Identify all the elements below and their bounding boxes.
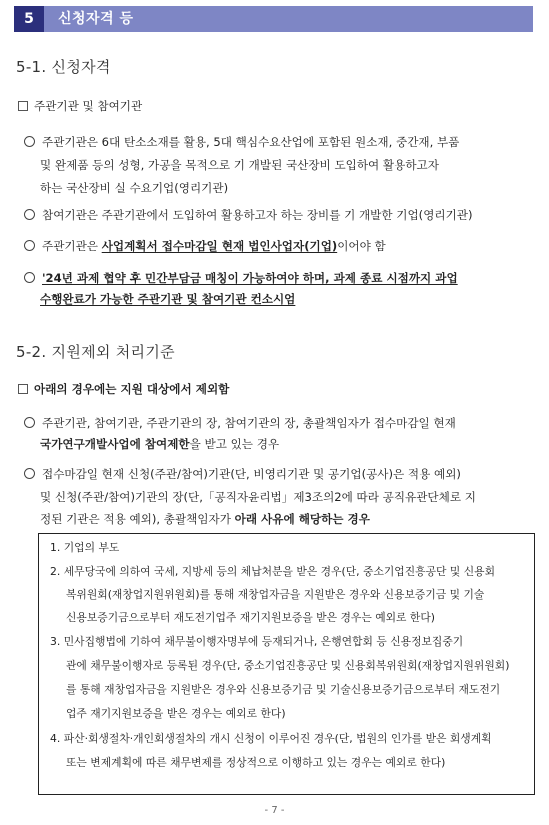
paragraph-lead-org-line2: 및 완제품 등의 성형, 가공을 목적으로 기 개발된 국산장비 도입하여 활용하고자 [40,158,439,172]
paragraph-lead-org-corporate [24,234,386,258]
square-bullet-icon [18,384,28,394]
item-heading-participants [18,94,142,118]
text: 을 받고 있는 경우 [189,437,280,451]
emphasized-text: 국가연구개발사업에 참여제한 [40,437,190,451]
section-title: 신청자격 등 [58,11,134,27]
item-heading-text: 주관기관 및 참여기관 [34,99,143,113]
reason-3-line3: 를 통해 재창업자금을 지원받은 경우와 신용보증기금 및 기술신용보증기금으로부터 재도전기 [66,683,501,696]
square-bullet-icon [18,101,28,111]
text: 이어야 함 [337,239,386,253]
reason-1: 1. 기업의 부도 [50,541,120,554]
subsection-heading-5-2: 5-2. 지원제외 처리기준 [16,343,175,361]
circle-bullet-icon [24,272,35,283]
paragraph-exclusion-restriction-line2 [40,432,279,456]
emphasized-text: 사업계획서 접수마감일 현재 법인사업자(기업) [101,239,338,253]
text: 정된 기관은 적용 예외), 총괄책임자가 [40,512,235,526]
text: 주관기관, 참여기관, 주관기관의 장, 참여기관의 장, 총괄책임자가 접수마감일 현재 [42,416,456,430]
paragraph-exclusion-reasons-line2: 및 신청(주관/참여)기관의 장(단,「공직자윤리법」제3조의2에 따라 공직유관단체로 지 [40,490,476,504]
section-number: 5 [14,6,44,32]
paragraph-consortium-line2: 수행완료가 가능한 주관기관 및 참여기관 컨소시엄 [40,292,296,306]
text: 주관기관은 6대 탄소소재를 활용, 5대 핵심수요산업에 포함된 원소재, 중간재, 부품 [42,135,460,149]
reason-4-line2: 또는 변제계획에 따른 채무변제를 정상적으로 이행하고 있는 경우는 예외로 한다) [66,756,446,769]
paragraph-exclusion-reasons-line3 [40,507,370,531]
text: 접수마감일 현재 신청(주관/참여)기관(단, 비영리기관 및 공기업(공사)은 적용 예외) [42,467,461,481]
paragraph-lead-org-line1 [24,130,459,154]
text: '24년 과제 협약 후 민간부담금 매칭이 가능하여야 하며, 과제 종료 시점까지 과업 [42,271,458,285]
emphasized-text: 아래 사유에 해당하는 경우 [234,512,370,526]
circle-bullet-icon [24,240,35,251]
subsection-heading-5-1: 5-1. 신청자격 [16,58,111,76]
circle-bullet-icon [24,468,35,479]
paragraph-lead-org-line3: 하는 국산장비 실 수요기업(영리기관) [40,181,229,195]
page-number: - 7 - [264,805,285,816]
circle-bullet-icon [24,417,35,428]
reason-2-line3: 신용보증기금으로부터 재도전기업주 재기지원보증을 받은 경우는 예외로 한다) [66,611,435,624]
reason-4-line1: 4. 파산·회생절차·개인회생절차의 개시 신청이 이루어진 경우(단, 법원의 인가를 받은 회생계획 [50,732,492,745]
exclusion-reasons-box [38,533,535,795]
reason-2-line1: 2. 세무당국에 의하여 국세, 지방세 등의 체납처분을 받은 경우(단, 중소기업진흥공단 및 신용회 [50,565,496,578]
reason-3-line4: 업주 재기지원보증을 받은 경우는 예외로 한다) [66,707,286,720]
item-heading-exclusion [18,377,229,401]
reason-3-line1: 3. 민사집행법에 기하여 채무불이행자명부에 등재되거나, 은행연합회 등 신용정보집중기 [50,635,464,648]
circle-bullet-icon [24,136,35,147]
reason-3-line2: 관에 채무불이행자로 등록된 경우(단, 중소기업진흥공단 및 신용회복위원회(재창업지원위원회) [66,659,510,672]
paragraph-participating-org [24,203,473,227]
paragraph-exclusion-reasons-line1 [24,462,461,486]
text: 참여기관은 주관기관에서 도입하여 활용하고자 하는 장비를 기 개발한 기업(영리기관) [42,208,473,222]
circle-bullet-icon [24,209,35,220]
item-heading-text: 아래의 경우에는 지원 대상에서 제외함 [34,382,230,396]
reason-2-line2: 복위원회(재창업지원위원회)를 통해 재창업자금을 지원받은 경우와 신용보증기금 및 기술 [66,588,485,601]
text: 주관기관은 [42,239,102,253]
